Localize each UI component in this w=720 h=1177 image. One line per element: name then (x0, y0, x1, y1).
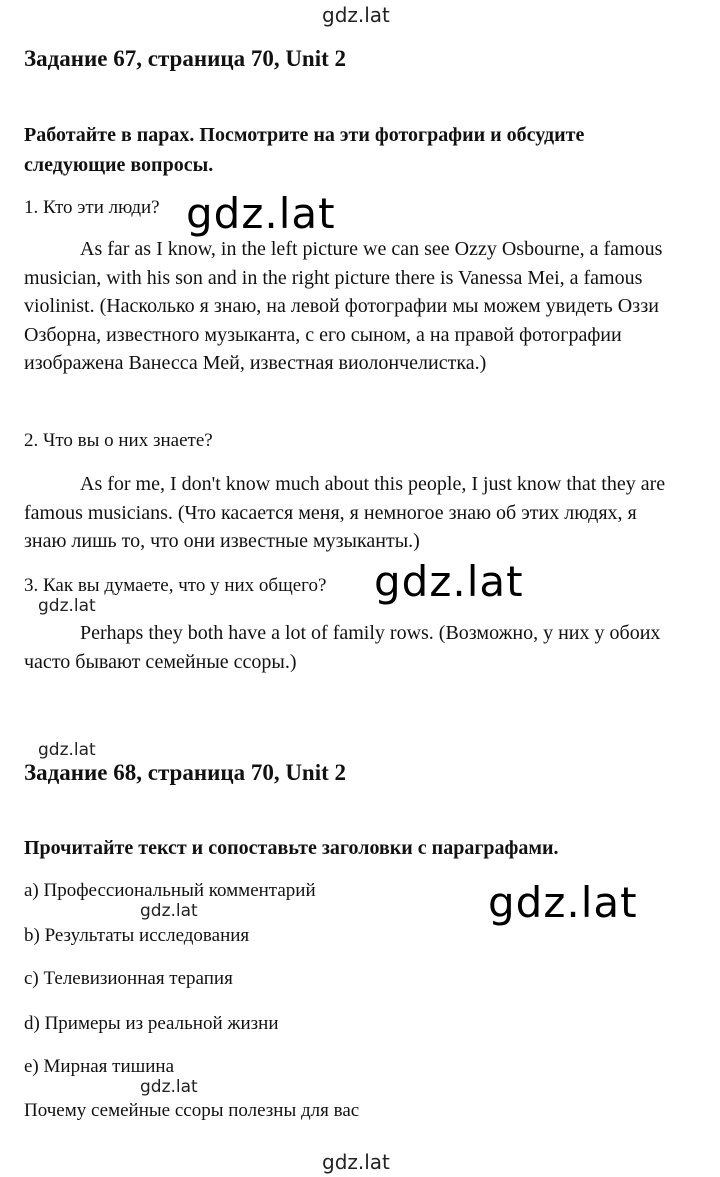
watermark-bottom: gdz.lat (322, 1150, 390, 1174)
footer-line: Почему семейные ссоры полезны для вас (24, 1100, 360, 1121)
task-68-instruction: Прочитайте текст и сопоставьте заголовки с параграфами. (24, 837, 559, 859)
answer-2: As for me, I don't know much about this people, I just know that they are famous musicians. (Что касается меня, я немногое знаю об этих людях, я знаю лишь то, что они известные музыканты.) (24, 473, 666, 553)
watermark-large-1: gdz.lat (186, 189, 336, 238)
question-1: 1. Кто эти люди? (24, 197, 160, 218)
task-67-title: Задание 67, страница 70, Unit 2 (24, 46, 347, 71)
option-c: c) Телевизионная терапия (24, 968, 233, 989)
option-d: d) Примеры из реальной жизни (24, 1013, 279, 1034)
watermark-top: gdz.lat (322, 3, 390, 27)
watermark-large-2: gdz.lat (374, 557, 524, 606)
answer-1: As far as I know, in the left picture we can see Ozzy Osbourne, a famous musician, with his son and in the right picture there is Vanessa Mei, a famous violinist. (Насколько я знаю, на левой фотографии мы можем увидеть Оззи Озборна, известного музыканта, с его сыном, а на правой фотографии изображена Ванесса Мей, известная виолончелистка.) (24, 238, 663, 375)
watermark-small-1: gdz.lat (38, 596, 96, 616)
answer-3: Perhaps they both have a lot of family rows. (Возможно, у них у обоих часто бывают семейные ссоры.) (24, 622, 661, 673)
watermark-large-3: gdz.lat (488, 878, 638, 927)
question-2: 2. Что вы о них знаете? (24, 430, 213, 451)
option-b: b) Результаты исследования (24, 925, 250, 946)
question-3: 3. Как вы думаете, что у них общего? (24, 575, 327, 596)
option-e: e) Мирная тишина (24, 1056, 175, 1077)
watermark-small-2: gdz.lat (38, 740, 96, 760)
option-a: a) Профессиональный комментарий (24, 880, 316, 901)
task-67-instruction: Работайте в парах. Посмотрите на эти фотографии и обсудите следующие вопросы. (24, 124, 585, 176)
watermark-small-4: gdz.lat (140, 1077, 198, 1097)
watermark-small-3: gdz.lat (140, 901, 198, 921)
task-68-title: Задание 68, страница 70, Unit 2 (24, 760, 347, 785)
